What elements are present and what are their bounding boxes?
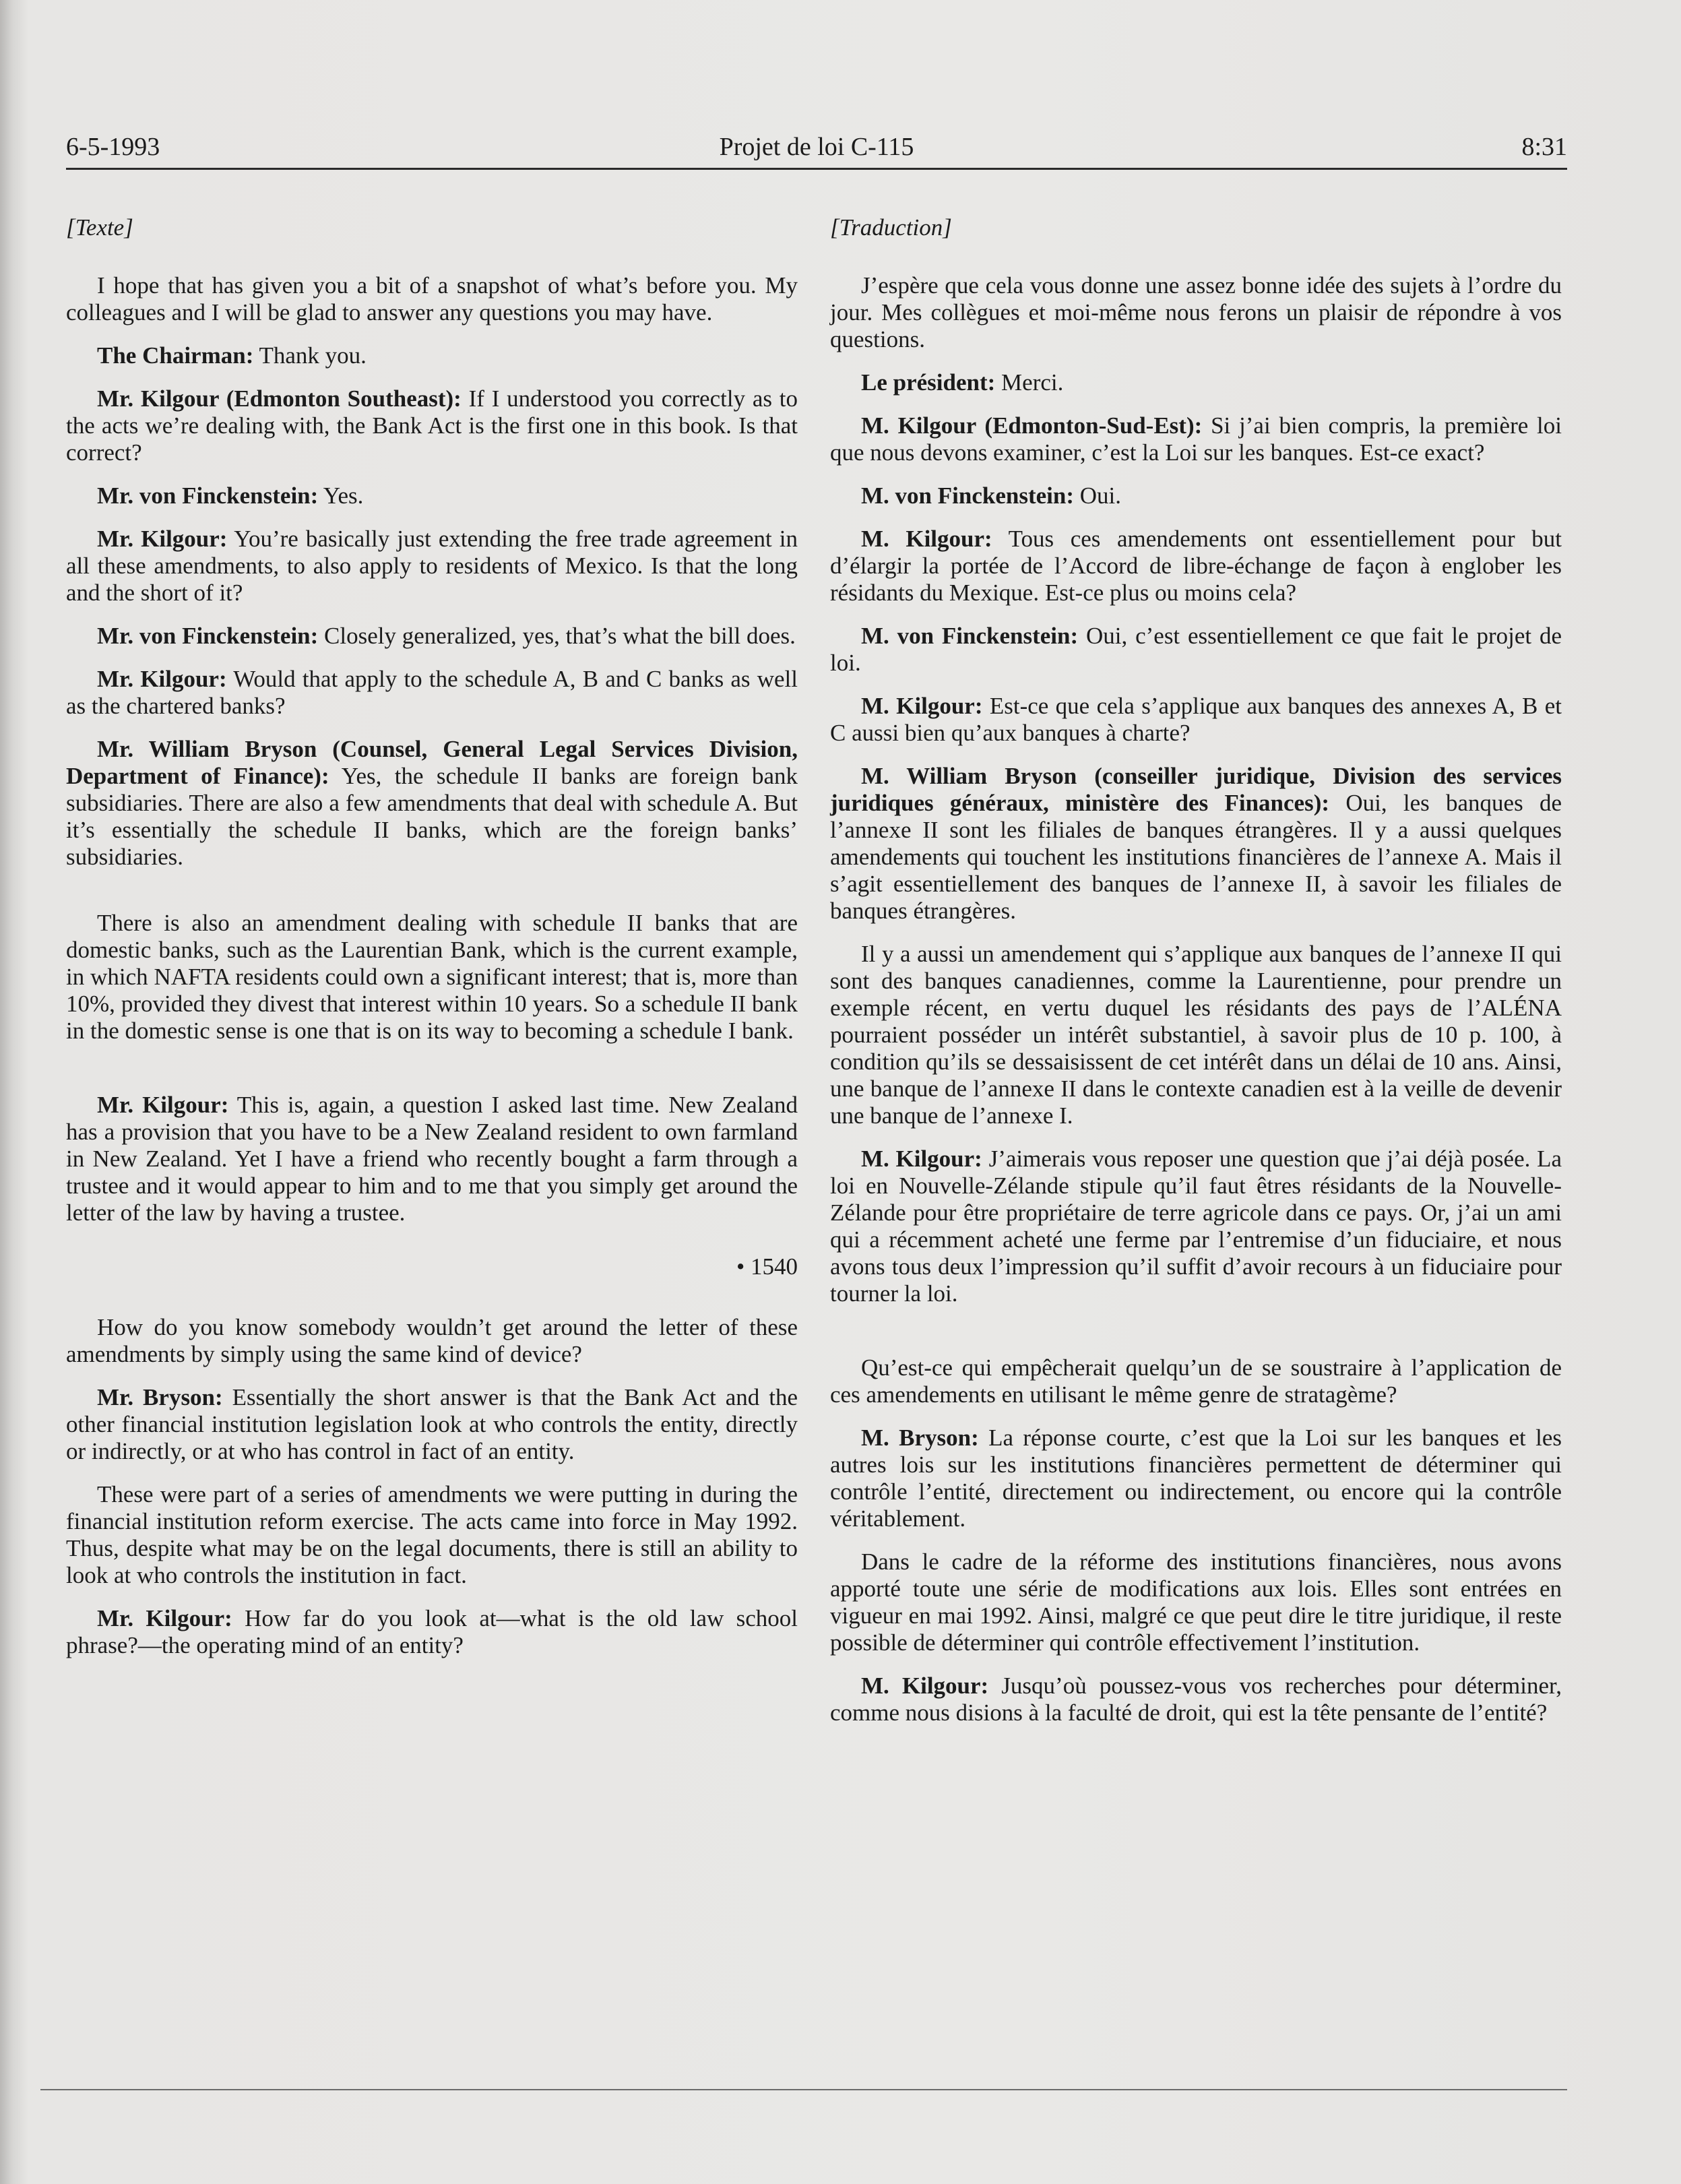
page-header xyxy=(66,132,1567,170)
time-marker: • 1540 xyxy=(736,1253,798,1280)
paragraph-fr-9: M. Kilgour: J’aimerais vous reposer une question que j’ai déjà posée. La loi en Nouvelle-Zélande stipule qu’il faut êtres résidants de la Nouvelle-Zélande pour être propriétaire de terre agricole dans ce pays. Or, j’ai un ami qui a récemment acheté une ferme par l’entremise d’un fiduciaire, et nous avons tous deux l’impression qu’il suffit d’avoir recours à un fiduciaire pour tourner la loi. xyxy=(830,1146,1562,1307)
column-tag-english: [Texte] xyxy=(66,214,133,241)
paragraph-fr-4: M. Kilgour: Tous ces amendements ont essentiellement pour but d’élargir la portée de l’Accord de libre-échange de façon à englober les résidants du Mexique. Est-ce plus ou moins cela? xyxy=(830,526,1562,606)
column-tag-french: [Traduction] xyxy=(830,214,952,241)
paragraph-fr-5: M. von Finckenstein: Oui, c’est essentiellement ce que fait le projet de loi. xyxy=(830,623,1562,676)
paragraph-en-11: Mr. Bryson: Essentially the short answer is that the Bank Act and the other financial institution legislation look at who controls the entity, directly or indirectly, or at who has control in fact of an entity. xyxy=(66,1384,798,1464)
paragraph-en-2: Mr. Kilgour (Edmonton Southeast): If I understood you correctly as to the acts we’re dealing with, the Bank Act is the first one in this book. Is that correct? xyxy=(66,385,798,466)
paragraph-en-7: Mr. William Bryson (Counsel, General Legal Services Division, Department of Finance): Yes, the schedule II banks are foreign bank subsidiaries. There are also a few amendments that deal with schedule A. But it’s essentially the schedule II banks, which are the foreign banks’ subsidiaries. xyxy=(66,736,798,870)
paragraph-fr-11: M. Bryson: La réponse courte, c’est que la Loi sur les banques et les autres lois sur les institutions financières permettent de déterminer qui contrôle l’entité, directement ou indirectement, ou encore qui la contrôle véritablement. xyxy=(830,1425,1562,1532)
paragraph-fr-3: M. von Finckenstein: Oui. xyxy=(861,482,1121,509)
paragraph-en-0: I hope that has given you a bit of a snapshot of what’s before you. My colleagues and I will be glad to answer any questions you may have. xyxy=(66,272,798,325)
paragraph-en-1: The Chairman: Thank you. xyxy=(97,342,367,369)
header-page-number: 8:31 xyxy=(1521,133,1567,161)
header-date: 6-5-1993 xyxy=(66,133,160,161)
paragraph-fr-13: M. Kilgour: Jusqu’où poussez-vous vos recherches pour déterminer, comme nous disions à la faculté de droit, qui est la tête pensante de l’entité? xyxy=(830,1673,1562,1726)
footer-rule xyxy=(40,2089,1567,2090)
header-title: Projet de loi C-115 xyxy=(719,133,914,161)
english-column xyxy=(66,214,798,1675)
paragraph-en-12: These were part of a series of amendments we were putting in during the financial institution reform exercise. The acts came into force in May 1992. Thus, despite what may be on the legal documents, there is still an ability to look at who controls the institution in fact. xyxy=(66,1481,798,1588)
paragraph-fr-0: J’espère que cela vous donne une assez bonne idée des sujets à l’ordre du jour. Mes collègues et moi-même nous ferons un plaisir de répondre à vos questions. xyxy=(830,272,1562,352)
paragraph-en-3: Mr. von Finckenstein: Yes. xyxy=(97,482,364,509)
paragraph-fr-2: M. Kilgour (Edmonton-Sud-Est): Si j’ai bien compris, la première loi que nous devons examiner, c’est la Loi sur les banques. Est-ce exact? xyxy=(830,412,1562,466)
paragraph-fr-10: Qu’est-ce qui empêcherait quelqu’un de se soustraire à l’application de ces amendements en utilisant le même genre de stratagème? xyxy=(830,1354,1562,1408)
paragraph-fr-8: Il y a aussi un amendement qui s’applique aux banques de l’annexe II qui sont des banques canadiennes, comme la Laurentienne, pour prendre un exemple récent, en vertu duquel les résidants des pays de l’ALÉNA pourraient posséder un intérêt substantiel, à savoir plus de 10 p. 100, à condition qu’ils se dessaisissent de cet intérêt dans un délai de 10 ans. Ainsi, une banque de l’annexe II dans le contexte canadien est à la veille de devenir une banque de l’annexe I. xyxy=(830,941,1562,1129)
paragraph-en-10: How do you know somebody wouldn’t get around the letter of these amendments by simply using the same kind of device? xyxy=(66,1314,798,1367)
header-rule xyxy=(66,168,1567,170)
paragraph-en-9: Mr. Kilgour: This is, again, a question I asked last time. New Zealand has a provision that you have to be a New Zealand resident to own farmland in New Zealand. Yet I have a friend who recently bought a farm through a trustee and it would appear to him and to me that you simply get around the letter of the law by having a trustee. xyxy=(66,1092,798,1226)
paragraph-fr-6: M. Kilgour: Est-ce que cela s’applique aux banques des annexes A, B et C aussi bien qu’aux banques à charte? xyxy=(830,693,1562,746)
paragraph-en-4: Mr. Kilgour: You’re basically just extending the free trade agreement in all these amendments, to also apply to residents of Mexico. Is that the long and the short of it? xyxy=(66,526,798,606)
french-column xyxy=(830,214,1562,1743)
paragraph-en-6: Mr. Kilgour: Would that apply to the schedule A, B and C banks as well as the chartered banks? xyxy=(66,666,798,719)
paragraph-en-8: There is also an amendment dealing with schedule II banks that are domestic banks, such as the Laurentian Bank, which is the current example, in which NAFTA residents could own a significant interest; that is, more than 10%, provided they divest that interest within 10 years. So a schedule II bank in the domestic sense is one that is on its way to becoming a schedule I bank. xyxy=(66,910,798,1044)
paragraph-fr-1: Le président: Merci. xyxy=(861,369,1064,396)
paragraph-en-5: Mr. von Finckenstein: Closely generalized, yes, that’s what the bill does. xyxy=(97,623,796,649)
paragraph-fr-12: Dans le cadre de la réforme des institutions financières, nous avons apporté toute une série de modifications aux lois. Elles sont entrées en vigueur en mai 1992. Ainsi, malgré ce que peut dire le titre juridique, il reste possible de déterminer qui contrôle effectivement l’institution. xyxy=(830,1549,1562,1656)
paragraph-fr-7: M. William Bryson (conseiller juridique, Division des services juridiques généraux, ministère des Finances): Oui, les banques de l’annexe II sont les filiales de banques étrangères. Il y a aussi quelques amendements qui touchent les institutions financières de l’annexe A. Mais il s’agit essentiellement des banques de l’annexe II, à savoir les filiales de banques étrangères. xyxy=(830,763,1562,924)
paragraph-en-13: Mr. Kilgour: How far do you look at—what is the old law school phrase?—the operating mind of an entity? xyxy=(66,1605,798,1658)
